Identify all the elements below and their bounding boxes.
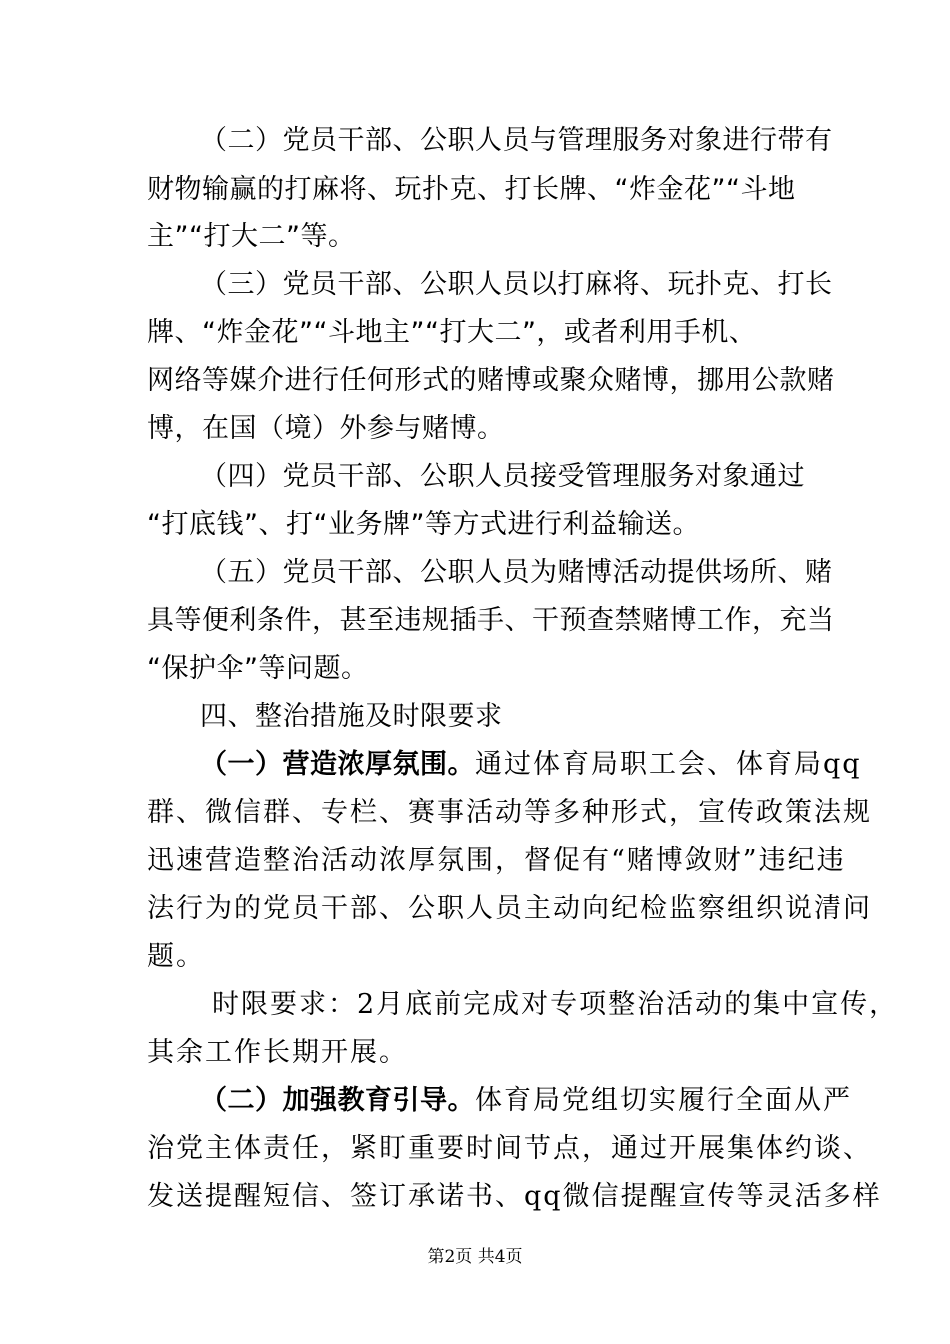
- paragraph-line: （四）党员干部、公职人员接受管理服务对象通过: [200, 461, 805, 492]
- measure-line: 法行为的党员干部、公职人员主动向纪检监察组织说清问: [147, 893, 872, 924]
- paragraph-line: （五）党员干部、公职人员为赌博活动提供场所、赌: [200, 557, 833, 588]
- measure-heading: （一）营造浓厚氛围。: [200, 749, 475, 780]
- measure-line: 迅速营造整治活动浓厚氛围，督促有“赌博敛财”违纪违: [147, 845, 846, 876]
- paragraph-line: （三）党员干部、公职人员以打麻将、玩扑克、打长: [200, 269, 833, 300]
- section-heading: 四、整治措施及时限要求: [200, 701, 503, 732]
- page-number: 第2页 共4页: [427, 1247, 523, 1267]
- paragraph-line: “打底钱”、打“业务牌”等方式进行利益输送。: [147, 509, 700, 540]
- paragraph-line: 财物输赢的打麻将、玩扑克、打长牌、“炸金花”“斗地: [147, 174, 796, 205]
- measure-line: [200, 1084, 852, 1118]
- paragraph-line: （二）党员干部、公职人员与管理服务对象进行带有: [200, 125, 833, 156]
- measure-text: 通过体育局职工会、体育局qq: [475, 749, 862, 780]
- measure-line: 治党主体责任，紧盯重要时间节点，通过开展集体约谈、: [147, 1133, 872, 1164]
- measure-line: [200, 748, 862, 782]
- deadline-line: 其余工作长期开展。: [147, 1037, 408, 1068]
- measure-line: 题。: [147, 941, 205, 972]
- paragraph-line: 牌、“炸金花”“斗地主”“打大二”，或者利用手机、: [147, 317, 757, 348]
- measure-line: 群、微信群、专栏、赛事活动等多种形式，宣传政策法规: [147, 797, 872, 828]
- paragraph-line: “保护伞”等问题。: [147, 653, 369, 684]
- measure-heading: （二）加强教育引导。: [200, 1085, 475, 1116]
- paragraph-line: 网络等媒介进行任何形式的赌博或聚众赌博，挪用公款赌: [147, 365, 835, 396]
- paragraph-line: 博，在国（境）外参与赌博。: [147, 413, 505, 444]
- paragraph-line: 具等便利条件，甚至违规插手、干预查禁赌博工作，充当: [147, 605, 835, 636]
- paragraph-line: 主”“打大二”等。: [147, 221, 356, 252]
- deadline-line: 时限要求：2月底前完成对专项整治活动的集中宣传，: [212, 989, 899, 1020]
- measure-text: 体育局党组切实履行全面从严: [475, 1085, 852, 1116]
- measure-line: 发送提醒短信、签订承诺书、qq微信提醒宣传等灵活多样: [147, 1181, 882, 1212]
